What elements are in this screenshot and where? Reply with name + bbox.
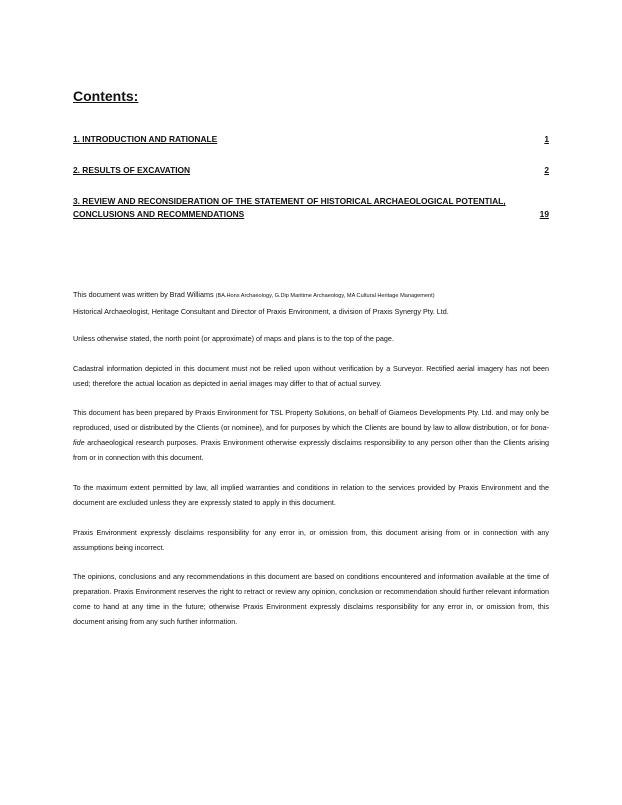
errors-paragraph: Praxis Environment expressly disclaims responsibility for any error in, or omission from, this document arising from or in connection with any assumptions being incorrect. — [73, 528, 549, 552]
toc-entry-label: 2. RESULTS OF EXCAVATION — [73, 165, 191, 175]
cadastral-paragraph: Cadastral information depicted in this document must not be relied upon without verification by a Surveyor. Rectified aerial imagery has not been used; therefore the actual location as depicted in aerial images may differ to that of actual survey. — [73, 364, 549, 388]
toc-entry-label: 1. INTRODUCTION AND RATIONALE — [73, 134, 218, 144]
prepared-text-2: archaeological research purposes. Praxis Environment otherwise expressly disclaims responsibility to any person other than the Clients arising from or in connection with this document. — [73, 438, 549, 462]
toc-entry-review[interactable] — [73, 195, 549, 221]
toc-entry-page: 2 — [544, 165, 549, 175]
author-intro: This document was written by Brad Williams — [73, 290, 216, 299]
contents-heading: Contents: — [73, 88, 139, 104]
author-role: Historical Archaeologist, Heritage Consultant and Director of Praxis Environment, a division of Praxis Synergy Pty. Ltd. — [73, 307, 449, 316]
toc-entry-results[interactable] — [73, 164, 549, 177]
toc-entry-page: 19 — [539, 209, 549, 219]
author-paragraph — [73, 287, 549, 319]
prepared-for-paragraph — [73, 405, 549, 465]
warranties-paragraph: To the maximum extent permitted by law, all implied warranties and conditions in relation to the services provided by Praxis Environment and the document are excluded unless they are expressly stated to apply in this document. — [73, 483, 549, 507]
toc-entry-label-line2: CONCLUSIONS AND RECOMMENDATIONS — [73, 209, 245, 219]
toc-entry-label-line1: 3. REVIEW AND RECONSIDERATION OF THE STATEMENT OF HISTORICAL ARCHAEOLOGICAL POTENTIAL, — [73, 196, 506, 206]
author-qualifications: (BA.Hons Archaeology, G.Dip Maritime Archaeology, MA Cultural Heritage Management) — [215, 293, 435, 299]
toc-entry-page: 1 — [544, 134, 549, 144]
opinions-paragraph: The opinions, conclusions and any recommendations in this document are based on conditions encountered and information available at the time of preparation. Praxis Environment reserves the right to retract or review any opinion, conclusion or recommendation should further relevant information come to hand at any time in the future; otherwise Praxis Environment expressly disclaims responsibility for any error in, or omission from, this document arising from any such further information. — [73, 572, 549, 626]
prepared-text-1: This document has been prepared by Praxis Environment for TSL Property Solutions, on behalf of Giameos Developments Pty. Ltd. and may only be reproduced, used or distributed by the Clients (or nominee), and for purposes by which the Clients are bound by law to allow distribution, or for — [73, 408, 549, 432]
prepared-italic: bona-fide — [73, 423, 549, 447]
toc-entry-introduction[interactable] — [73, 133, 549, 146]
north-point-paragraph: Unless otherwise stated, the north point (or approximate) of maps and plans is to the top of the page. — [73, 334, 394, 343]
